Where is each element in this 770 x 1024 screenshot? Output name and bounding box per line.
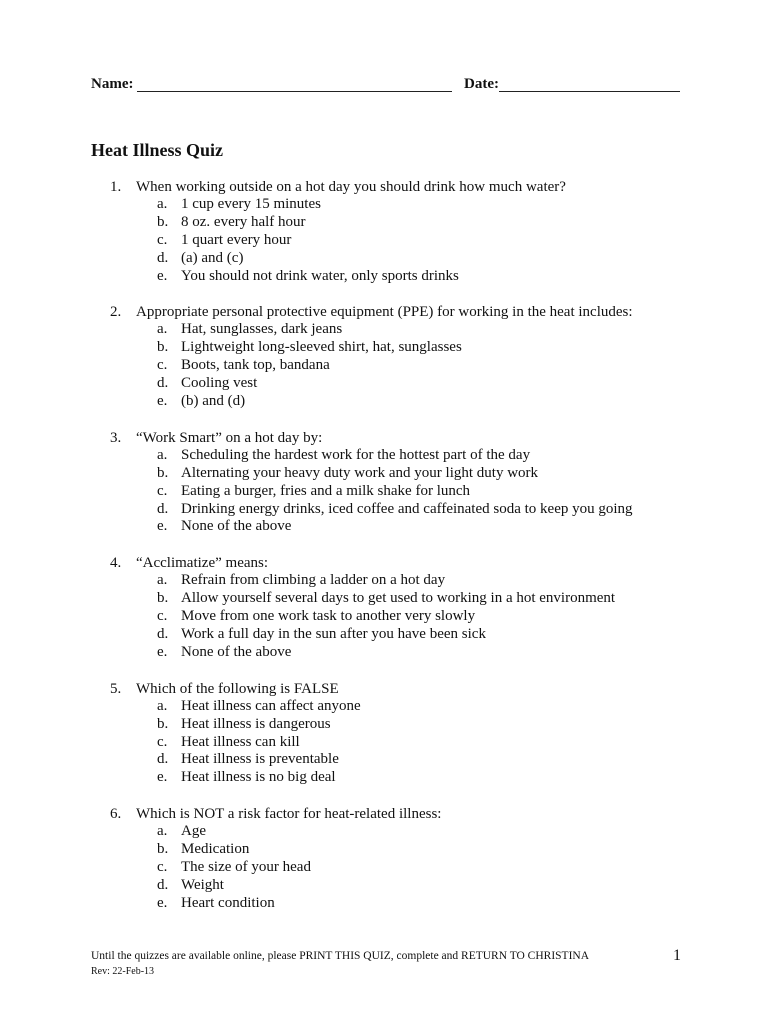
option-letter: b. (157, 339, 169, 356)
revision-date: Rev: 22-Feb-13 (91, 966, 155, 977)
option-text: Refrain from climbing a ladder on a hot day (181, 572, 446, 589)
answer-option[interactable] (110, 483, 710, 501)
option-text: 1 cup every 15 minutes (181, 196, 321, 212)
option-letter: c. (157, 859, 168, 876)
option-letter: b. (157, 213, 169, 230)
option-text: 1 quart every hour (181, 231, 292, 248)
answer-option[interactable] (110, 214, 710, 232)
answer-option[interactable] (110, 698, 710, 716)
answer-option[interactable] (110, 716, 710, 734)
question-row (110, 178, 710, 196)
option-letter: c. (157, 733, 168, 750)
answer-option[interactable] (110, 895, 710, 913)
option-text: Drinking energy drinks, iced coffee and caffeinated soda to keep you going (181, 500, 633, 517)
question-3 (110, 429, 710, 536)
option-text: Heat illness is no big deal (181, 769, 336, 786)
option-letter: e. (157, 643, 168, 660)
question-text: Appropriate personal protective equipment (PPE) for working in the heat includes: (136, 304, 633, 321)
question-6 (110, 805, 710, 912)
answer-option[interactable] (110, 572, 710, 590)
option-text: Scheduling the hardest work for the hottest part of the day (181, 446, 531, 463)
answer-option[interactable] (110, 393, 710, 411)
option-text: Work a full day in the sun after you have been sick (181, 626, 486, 643)
question-text: When working outside on a hot day you should drink how much water? (136, 179, 566, 195)
name-field[interactable] (137, 91, 452, 92)
answer-option[interactable] (110, 518, 710, 536)
date-field[interactable] (499, 91, 680, 92)
option-letter: e. (157, 894, 168, 911)
answer-option[interactable] (110, 357, 710, 375)
question-text: “Work Smart” on a hot day by: (136, 429, 323, 446)
option-text: Age (181, 823, 206, 840)
option-text: Weight (181, 876, 224, 893)
page-title: Heat Illness Quiz (91, 140, 224, 160)
option-letter: b. (157, 590, 169, 607)
option-text: 8 oz. every half hour (181, 213, 306, 230)
answer-option[interactable] (110, 232, 710, 250)
option-letter: c. (157, 482, 168, 499)
option-text: Hat, sunglasses, dark jeans (181, 321, 343, 338)
option-letter: a. (157, 321, 168, 338)
question-row (110, 303, 710, 321)
answer-option[interactable] (110, 841, 710, 859)
answer-option[interactable] (110, 590, 710, 608)
option-text: Heat illness is preventable (181, 751, 339, 768)
question-number: 4. (110, 555, 122, 572)
option-letter: b. (157, 841, 169, 858)
option-letter: e. (157, 393, 168, 410)
question-1 (110, 178, 710, 285)
question-text: Which of the following is FALSE (136, 680, 339, 697)
answer-option[interactable] (110, 339, 710, 357)
question-number: 2. (110, 304, 122, 321)
option-letter: a. (157, 196, 168, 212)
option-text: (b) and (d) (181, 393, 246, 410)
option-text: Heart condition (181, 894, 275, 911)
option-text: Medication (181, 841, 250, 858)
answer-option[interactable] (110, 823, 710, 841)
option-text: Move from one work task to another very slowly (181, 608, 476, 625)
option-letter: d. (157, 626, 169, 643)
name-label: Name: (91, 76, 134, 92)
question-row (110, 805, 710, 823)
option-letter: d. (157, 375, 169, 392)
option-letter: b. (157, 715, 169, 732)
answer-option[interactable] (110, 447, 710, 465)
question-4 (110, 554, 710, 661)
option-text: Cooling vest (181, 375, 258, 392)
answer-option[interactable] (110, 196, 710, 214)
footer-note: Until the quizzes are available online, please PRINT THIS QUIZ, complete and RETURN TO CHRISTINA (91, 950, 590, 962)
option-letter: b. (157, 464, 169, 481)
option-letter: d. (157, 500, 169, 517)
question-5 (110, 680, 710, 787)
answer-option[interactable] (110, 859, 710, 877)
option-letter: c. (157, 608, 168, 625)
option-text: Eating a burger, fries and a milk shake for lunch (181, 482, 471, 499)
date-label: Date: (464, 76, 499, 92)
option-letter: a. (157, 572, 168, 589)
header-row (91, 74, 691, 98)
answer-option[interactable] (110, 501, 710, 519)
question-number: 1. (110, 179, 122, 195)
answer-option[interactable] (110, 751, 710, 769)
option-letter: e. (157, 267, 168, 284)
question-list (110, 178, 710, 931)
option-text: None of the above (181, 518, 292, 535)
answer-option[interactable] (110, 465, 710, 483)
answer-option[interactable] (110, 375, 710, 393)
option-text: Boots, tank top, bandana (181, 357, 330, 374)
option-text: Allow yourself several days to get used to working in a hot environment (181, 590, 616, 607)
option-letter: e. (157, 518, 168, 535)
answer-option[interactable] (110, 877, 710, 895)
option-text: You should not drink water, only sports drinks (181, 267, 459, 284)
answer-option[interactable] (110, 734, 710, 752)
question-number: 3. (110, 429, 122, 446)
option-text: Heat illness can affect anyone (181, 697, 361, 714)
answer-option[interactable] (110, 608, 710, 626)
option-text: Heat illness is dangerous (181, 715, 331, 732)
option-letter: a. (157, 697, 168, 714)
option-letter: d. (157, 876, 169, 893)
option-text: Heat illness can kill (181, 733, 300, 750)
answer-option[interactable] (110, 268, 710, 286)
answer-option[interactable] (110, 769, 710, 787)
option-text: The size of your head (181, 859, 311, 876)
option-letter: a. (157, 446, 168, 463)
answer-option[interactable] (110, 250, 710, 268)
question-text: Which is NOT a risk factor for heat-related illness: (136, 806, 442, 823)
option-letter: c. (157, 231, 168, 248)
option-text: Alternating your heavy duty work and your light duty work (181, 464, 539, 481)
question-2 (110, 303, 710, 410)
option-letter: a. (157, 823, 168, 840)
question-row (110, 554, 710, 572)
answer-option[interactable] (110, 321, 710, 339)
option-letter: e. (157, 769, 168, 786)
answer-option[interactable] (110, 626, 710, 644)
option-text: Lightweight long-sleeved shirt, hat, sunglasses (181, 339, 462, 356)
option-letter: c. (157, 357, 168, 374)
option-letter: d. (157, 249, 169, 266)
question-number: 5. (110, 680, 122, 697)
question-number: 6. (110, 806, 122, 823)
option-text: (a) and (c) (181, 249, 244, 266)
question-row (110, 429, 710, 447)
page-number: 1 (673, 947, 681, 964)
option-letter: d. (157, 751, 169, 768)
question-text: “Acclimatize” means: (136, 555, 269, 572)
option-text: None of the above (181, 643, 292, 660)
question-row (110, 680, 710, 698)
answer-option[interactable] (110, 644, 710, 662)
